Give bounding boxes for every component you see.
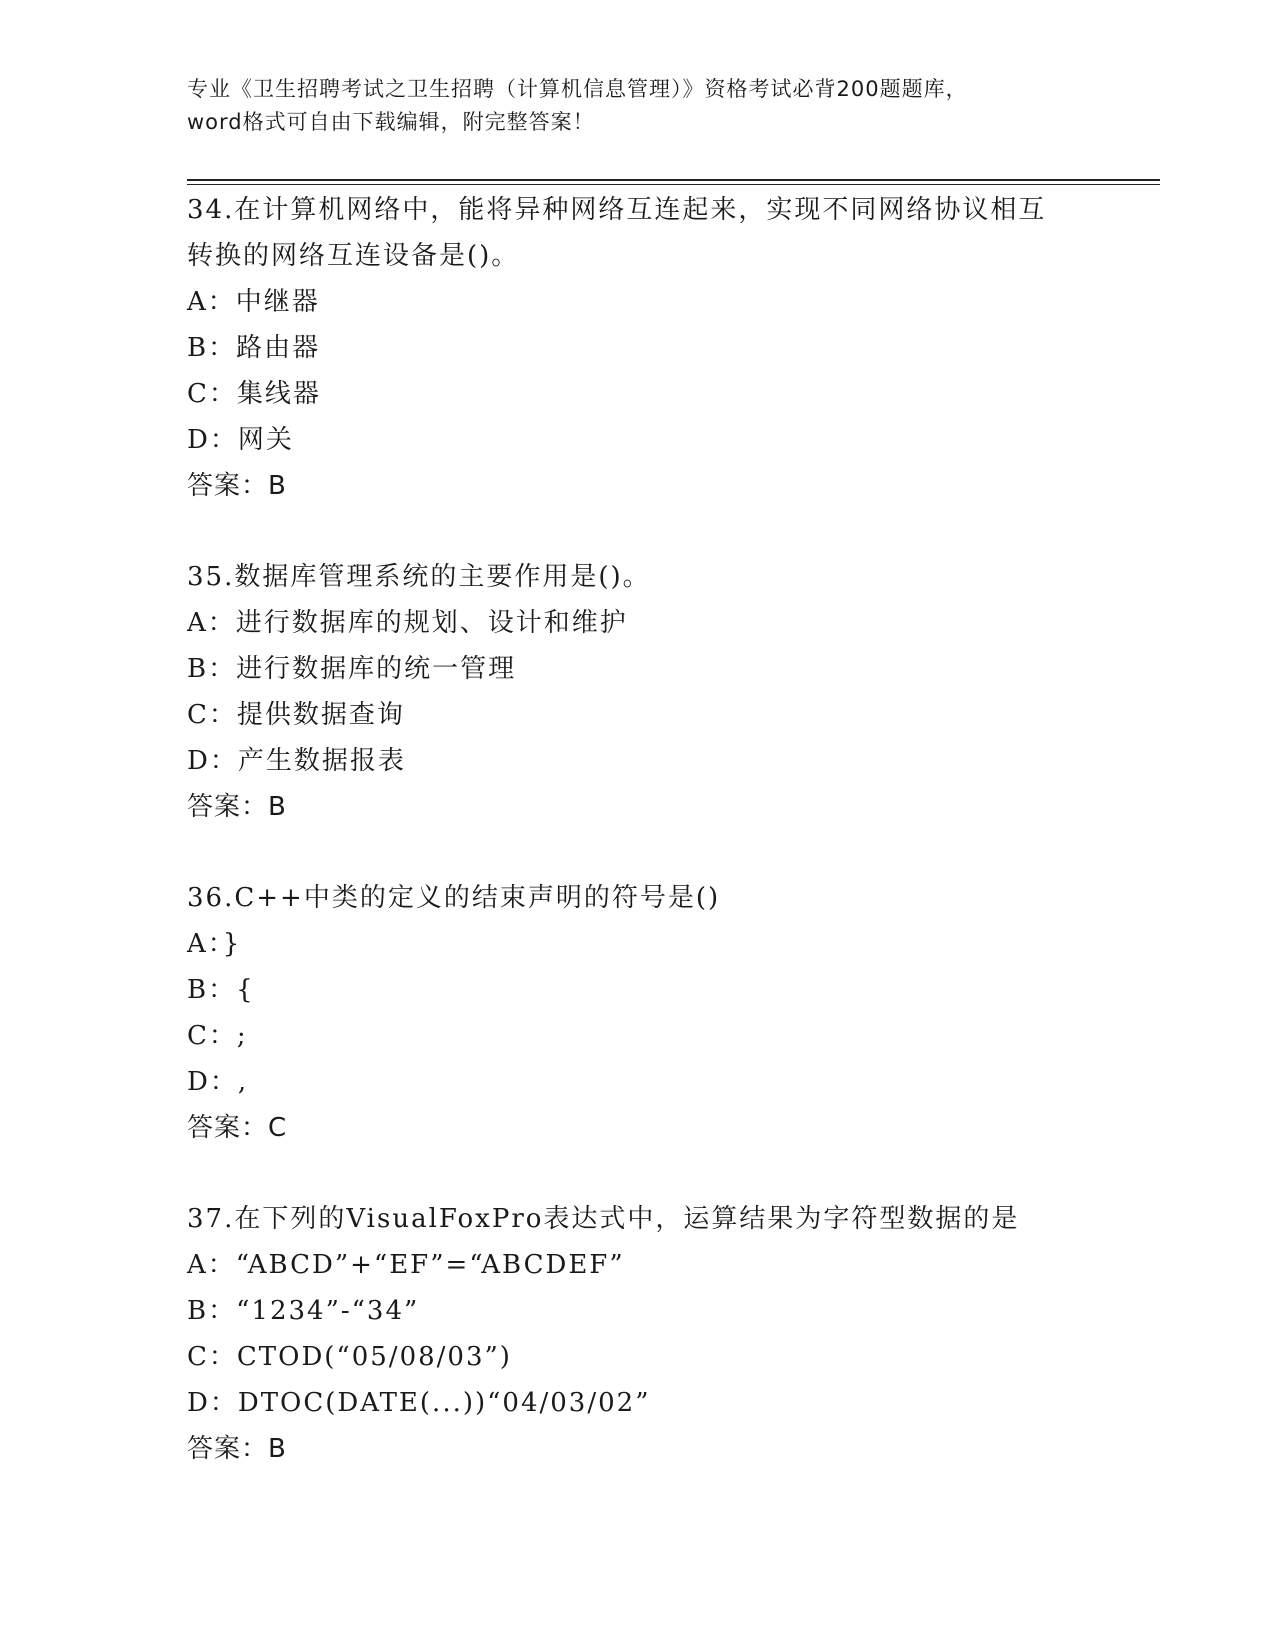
question-text: 35.数据库管理系统的主要作用是()。 xyxy=(187,562,651,592)
option-d: D：DTOC(DATE(...))“04/03/02” xyxy=(187,1388,651,1418)
option-a: A：} xyxy=(187,929,242,959)
header-divider-thick xyxy=(187,179,1160,181)
option-a: A：中继器 xyxy=(187,287,320,317)
answer: 答案：B xyxy=(187,792,287,822)
question-36 xyxy=(187,875,1147,1151)
option-a: A：进行数据库的规划、设计和维护 xyxy=(187,608,628,638)
option-b: B：路由器 xyxy=(187,333,321,363)
header-line-1: 专业《卫生招聘考试之卫生招聘（计算机信息管理）》资格考试必背200题题库， xyxy=(187,77,968,101)
question-text: 34.在计算机网络中，能将异种网络互连起来，实现不同网络协议相互 xyxy=(187,195,1047,225)
option-c: C：提供数据查询 xyxy=(187,700,405,730)
option-c: C：CTOD(“05/08/03”) xyxy=(187,1342,512,1372)
question-35 xyxy=(187,554,1147,830)
option-d: D：产生数据报表 xyxy=(187,746,406,776)
question-text: 36.C++中类的定义的结束声明的符号是() xyxy=(187,883,721,913)
question-34 xyxy=(187,187,1147,509)
answer: 答案：C xyxy=(187,1113,288,1143)
option-d: D：, xyxy=(187,1067,249,1097)
option-b: B：{ xyxy=(187,975,255,1005)
option-d: D：网关 xyxy=(187,425,294,455)
header-divider-thin xyxy=(187,184,1160,185)
header-line-2: word格式可自由下载编辑，附完整答案！ xyxy=(187,110,595,134)
option-a: A：“ABCD”+“EF”=“ABCDEF” xyxy=(187,1250,625,1280)
document-header xyxy=(187,73,1087,139)
question-list xyxy=(187,187,1147,1517)
answer: 答案：B xyxy=(187,471,287,501)
question-37 xyxy=(187,1196,1147,1472)
question-text: 37.在下列的VisualFoxPro表达式中，运算结果为字符型数据的是 xyxy=(187,1204,1020,1234)
option-c: C：集线器 xyxy=(187,379,321,409)
option-b: B：进行数据库的统一管理 xyxy=(187,654,517,684)
answer: 答案：B xyxy=(187,1434,287,1464)
question-text-continued: 转换的网络互连设备是()。 xyxy=(187,241,520,271)
option-c: C：; xyxy=(187,1021,248,1051)
option-b: B：“1234”-“34” xyxy=(187,1296,420,1326)
